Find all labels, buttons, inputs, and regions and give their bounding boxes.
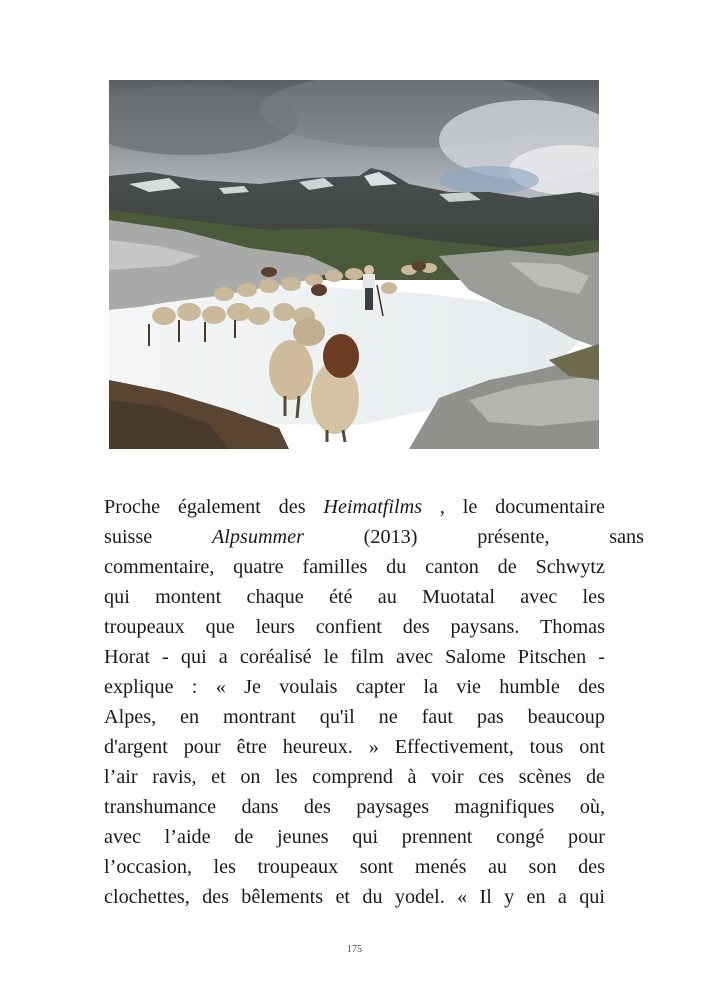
paragraph-line: explique : « Je voulais capter la vie humble des [104, 676, 605, 698]
paragraph-line: commentaire, quatre familles du canton de Schwytz [104, 556, 605, 578]
text-segment: suisse [104, 526, 212, 548]
paragraph-line [104, 492, 605, 522]
paragraph-line: Horat - qui a coréalisé le film avec Salome Pitschen - [104, 646, 605, 668]
body-paragraph [104, 492, 645, 912]
paragraph-line: avec l’aide de jeunes qui prennent congé pour [104, 826, 605, 848]
page-number: 175 [347, 944, 362, 955]
film-title-italic: Alpsummer [211, 526, 304, 548]
paragraph-line: l’occasion, les troupeaux sont menés au son des [104, 856, 605, 878]
text-segment: (2013) présente, sans [303, 526, 645, 548]
paragraph-line: clochettes, des bêlements et du yodel. « Il y en a qui [104, 886, 605, 908]
paragraph-line: qui montent chaque été au Muotatal avec les [104, 586, 605, 608]
paragraph-line: Alpes, en montrant qu'il ne faut pas beaucoup [104, 706, 605, 728]
paragraph-line: troupeaux que leurs confient des paysans. Thomas [104, 616, 605, 638]
text-segment: , le documentaire [422, 496, 605, 518]
paragraph-line: d'argent pour être heureux. » Effectivement, tous ont [104, 736, 605, 758]
text-segment: Proche également des [104, 496, 324, 518]
alpine-sheep-photo [109, 80, 599, 449]
paragraph-line: transhumance dans des paysages magnifiques où, [104, 796, 605, 818]
paragraph-line: l’air ravis, et on les comprend à voir ces scènes de [104, 766, 605, 788]
film-genre-italic: Heimatfilms [323, 496, 423, 518]
paragraph-line [104, 522, 644, 552]
